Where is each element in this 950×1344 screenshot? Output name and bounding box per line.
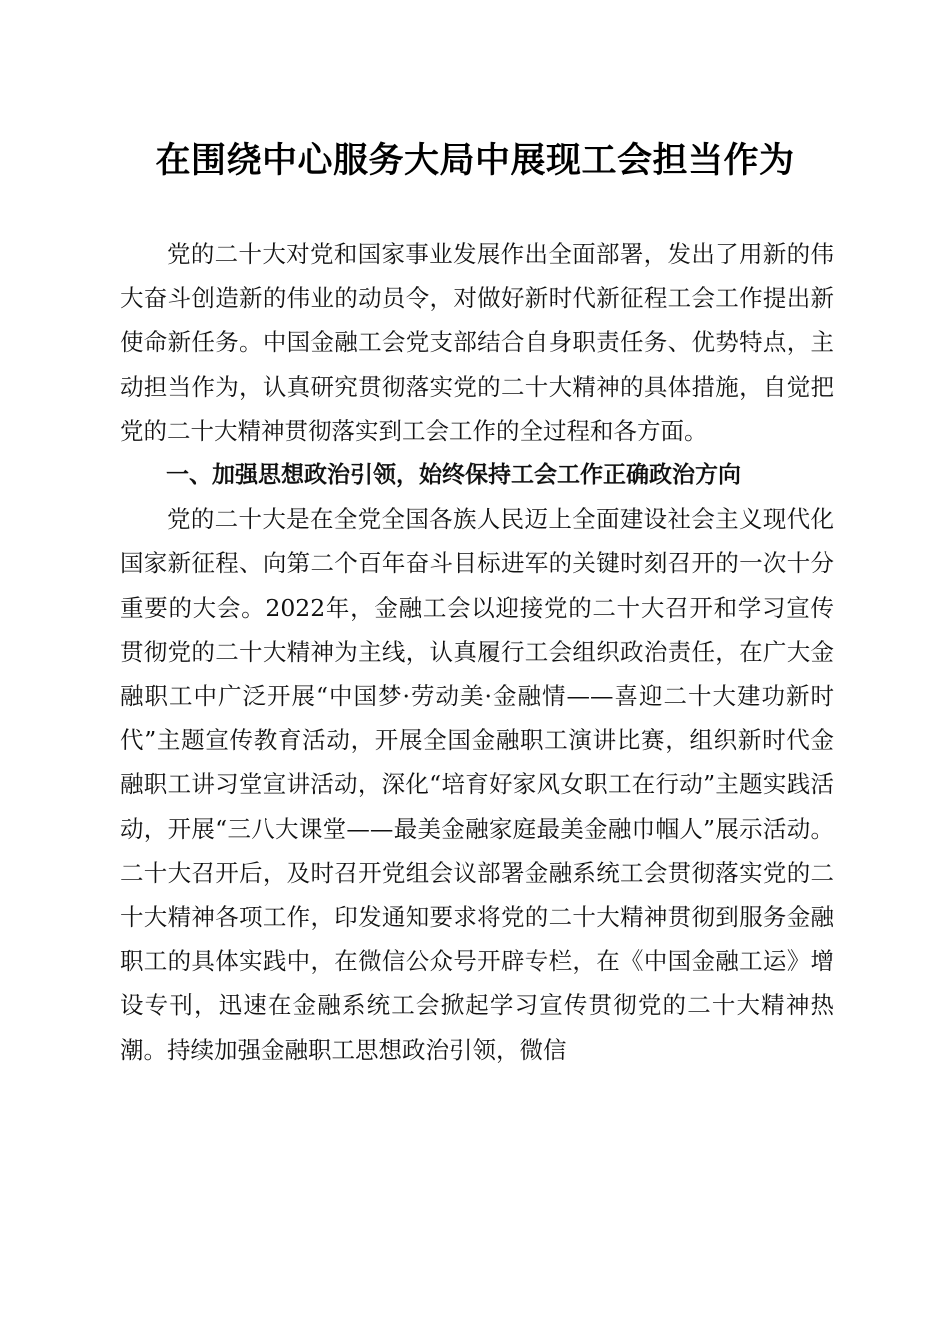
section-1-paragraph: 党的二十大是在全党全国各族人民迈上全面建设社会主义现代化国家新征程、向第二个百年奋斗目标进军的关键时刻召开的一次十分重要的大会。2022年，金融工会以迎接党的二十大召开和学习宣传贯彻党的二十大精神为主线，认真履行工会组织政治责任，在广大金融职工中广泛开展“中国梦·劳动美·金融情——喜迎二十大建功新时代”主题宣传教育活动，开展全国金融职工演讲比赛，组织新时代金融职工讲习堂宣讲活动，深化“培育好家风女职工在行动”主题实践活动，开展“三八大课堂——最美金融家庭最美金融巾帼人”展示活动。二十大召开后，及时召开党组会议部署金融系统工会贯彻落实党的二十大精神各项工作，印发通知要求将党的二十大精神贯彻到服务金融职工的具体实践中，在微信公众号开辟专栏，在《中国金融工运》增设专刊，迅速在金融系统工会掀起学习宣传贯彻党的二十大精神热潮。持续加强金融职工思想政治引领，微信 — [120, 505, 834, 1064]
intro-paragraph: 党的二十大对党和国家事业发展作出全面部署，发出了用新的伟大奋斗创造新的伟业的动员令，对做好新时代新征程工会工作提出新使命新任务。中国金融工会党支部结合自身职责任务、优势特点，主动担当作为，认真研究贯彻落实党的二十大精神的具体措施，自觉把党的二十大精神贯彻落实到工会工作的全过程和各方面。 — [120, 240, 834, 445]
document-title: 在围绕中心服务大局中展现工会担当作为 — [155, 140, 795, 181]
document-body — [120, 232, 834, 1072]
section-heading-1: 一、加强思想政治引领，始终保持工会工作正确政治方向 — [166, 462, 741, 489]
